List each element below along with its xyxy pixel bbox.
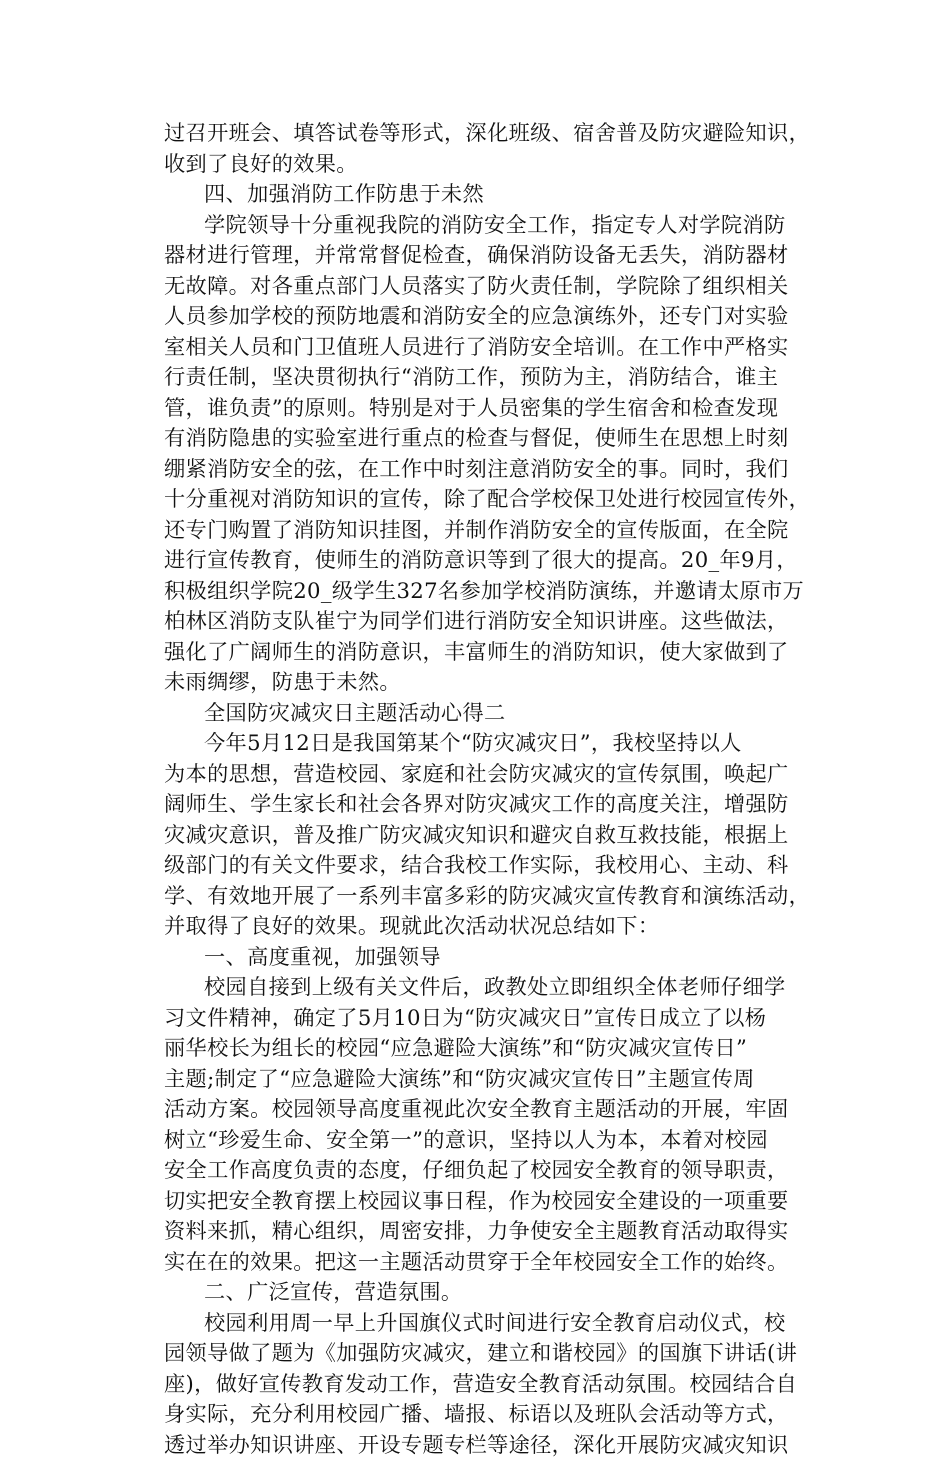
- text-line: 习文件精神，确定了5月10日为“防灾减灾日”宣传日成立了以杨: [164, 1003, 824, 1034]
- text-line: 切实把安全教育摆上校园议事日程，作为校园安全建设的一项重要: [164, 1186, 824, 1217]
- text-line: 安全工作高度负责的态度，仔细负起了校园安全教育的领导职责，: [164, 1155, 824, 1186]
- text-line: 级部门的有关文件要求，结合我校工作实际，我校用心、主动、科: [164, 850, 824, 881]
- text-line: 进行宣传教育，使师生的消防意识等到了很大的提高。20_年9月，: [164, 545, 824, 576]
- text-line: 强化了广阔师生的消防意识，丰富师生的消防知识，使大家做到了: [164, 637, 824, 668]
- text-line: 绷紧消防安全的弦，在工作中时刻注意消防安全的事。同时，我们: [164, 454, 824, 485]
- text-line: 并取得了良好的效果。现就此次活动状况总结如下：: [164, 911, 824, 942]
- text-line: 校园利用周一早上升国旗仪式时间进行安全教育启动仪式，校: [164, 1308, 824, 1339]
- text-line: 座)，做好宣传教育发动工作，营造安全教育活动氛围。校园结合自: [164, 1369, 824, 1400]
- text-line: 资料来抓，精心组织，周密安排，力争使安全主题教育活动取得实: [164, 1216, 824, 1247]
- document-body: [164, 118, 824, 1460]
- text-line: 实在在的效果。把这一主题活动贯穿于全年校园安全工作的始终。: [164, 1247, 824, 1278]
- text-line: 树立“珍爱生命、安全第一”的意识，坚持以人为本，本着对校园: [164, 1125, 824, 1156]
- text-line: 二、广泛宣传，营造氛围。: [164, 1277, 824, 1308]
- text-line: 无故障。对各重点部门人员落实了防火责任制，学院除了组织相关: [164, 271, 824, 302]
- text-line: 行责任制，坚决贯彻执行“消防工作，预防为主，消防结合，谁主: [164, 362, 824, 393]
- text-line: 全国防灾减灾日主题活动心得二: [164, 698, 824, 729]
- text-line: 主题;制定了“应急避险大演练”和“防灾减灾宣传日”主题宣传周: [164, 1064, 824, 1095]
- text-line: 学院领导十分重视我院的消防安全工作，指定专人对学院消防: [164, 210, 824, 241]
- text-line: 有消防隐患的实验室进行重点的检查与督促，使师生在思想上时刻: [164, 423, 824, 454]
- text-line: 室相关人员和门卫值班人员进行了消防安全培训。在工作中严格实: [164, 332, 824, 363]
- text-line: 十分重视对消防知识的宣传，除了配合学校保卫处进行校园宣传外，: [164, 484, 824, 515]
- text-line: 学、有效地开展了一系列丰富多彩的防灾减灾宣传教育和演练活动，: [164, 881, 824, 912]
- text-line: 一、高度重视，加强领导: [164, 942, 824, 973]
- text-line: 过召开班会、填答试卷等形式，深化班级、宿舍普及防灾避险知识，: [164, 118, 824, 149]
- text-line: 管，谁负责”的原则。特别是对于人员密集的学生宿舍和检查发现: [164, 393, 824, 424]
- text-line: 为本的思想，营造校园、家庭和社会防灾减灾的宣传氛围，唤起广: [164, 759, 824, 790]
- text-line: 透过举办知识讲座、开设专题专栏等途径，深化开展防灾减灾知识: [164, 1430, 824, 1460]
- text-line: 器材进行管理，并常常督促检查，确保消防设备无丢失，消防器材: [164, 240, 824, 271]
- text-line: 丽华校长为组长的校园“应急避险大演练”和“防灾减灾宣传日”: [164, 1033, 824, 1064]
- text-line: 四、加强消防工作防患于未然: [164, 179, 824, 210]
- text-line: 积极组织学院20_级学生327名参加学校消防演练，并邀请太原市万: [164, 576, 824, 607]
- text-line: 未雨绸缪，防患于未然。: [164, 667, 824, 698]
- text-line: 阔师生、学生家长和社会各界对防灾减灾工作的高度关注，增强防: [164, 789, 824, 820]
- text-line: 身实际，充分利用校园广播、墙报、标语以及班队会活动等方式，: [164, 1399, 824, 1430]
- text-line: 柏林区消防支队崔宁为同学们进行消防安全知识讲座。这些做法，: [164, 606, 824, 637]
- text-line: 今年5月12日是我国第某个“防灾减灾日”，我校坚持以人: [164, 728, 824, 759]
- text-line: 收到了良好的效果。: [164, 149, 824, 180]
- text-line: 园领导做了题为《加强防灾减灾，建立和谐校园》的国旗下讲话(讲: [164, 1338, 824, 1369]
- text-line: 人员参加学校的预防地震和消防安全的应急演练外，还专门对实验: [164, 301, 824, 332]
- text-line: 还专门购置了消防知识挂图，并制作消防安全的宣传版面，在全院: [164, 515, 824, 546]
- text-line: 活动方案。校园领导高度重视此次安全教育主题活动的开展，牢固: [164, 1094, 824, 1125]
- text-line: 校园自接到上级有关文件后，政教处立即组织全体老师仔细学: [164, 972, 824, 1003]
- text-line: 灾减灾意识，普及推广防灾减灾知识和避灾自救互救技能，根据上: [164, 820, 824, 851]
